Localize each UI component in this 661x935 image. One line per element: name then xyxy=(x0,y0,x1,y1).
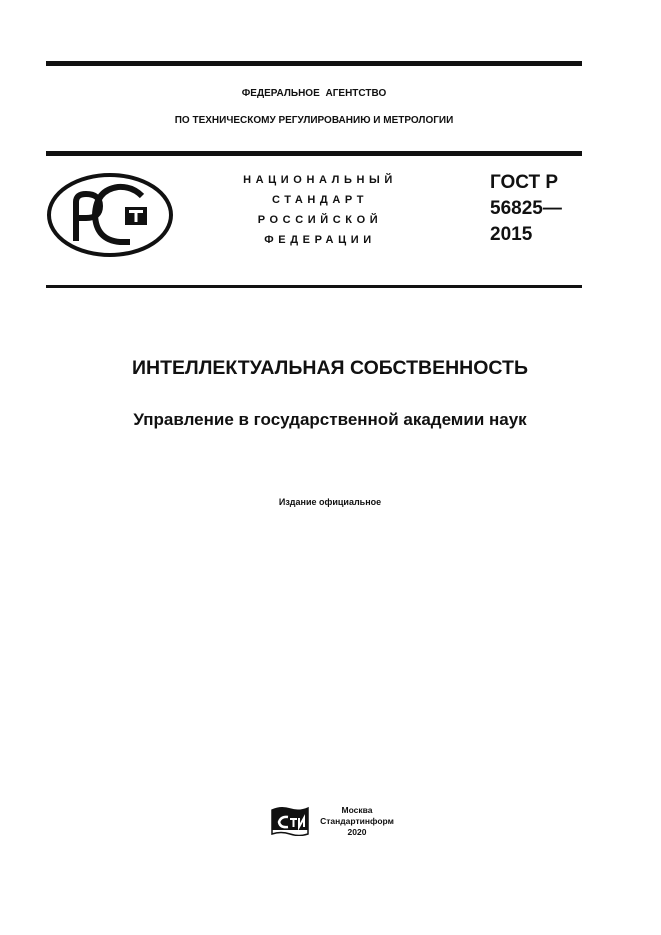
national-standard-line: РОССИЙСКОЙ xyxy=(257,214,383,226)
designation-line: 2015 xyxy=(490,224,533,245)
document-subtitle: Управление в государственной академии наук xyxy=(133,410,527,429)
national-standard-line: СТАНДАРТ xyxy=(271,194,369,206)
standard-designation xyxy=(490,170,562,248)
standard-block-top-rule xyxy=(46,151,582,156)
publisher-name: Стандартинформ xyxy=(320,816,394,826)
edition-label: Издание официальное xyxy=(278,497,382,507)
standartinform-logo-icon xyxy=(271,806,309,836)
top-rule xyxy=(46,61,582,66)
national-standard-line: НАЦИОНАЛЬНЫЙ xyxy=(243,174,397,186)
document-title: ИНТЕЛЛЕКТУАЛЬНАЯ СОБСТВЕННОСТЬ xyxy=(132,357,528,379)
publication-year: 2020 xyxy=(347,827,367,837)
standard-block-bottom-rule xyxy=(46,285,582,288)
national-standard-line: ФЕДЕРАЦИИ xyxy=(264,234,376,246)
designation-line: 56825— xyxy=(490,198,562,219)
agency-line-1: ФЕДЕРАЛЬНОЕ АГЕНТСТВО xyxy=(241,88,387,99)
agency-line-2: ПО ТЕХНИЧЕСКОМУ РЕГУЛИРОВАНИЮ И МЕТРОЛОГИИ xyxy=(174,115,454,126)
designation-line: ГОСТ Р xyxy=(490,172,559,193)
national-standard-label xyxy=(230,170,410,250)
publisher-imprint xyxy=(312,805,402,838)
gost-r-logo-icon xyxy=(46,172,174,258)
publisher-city: Москва xyxy=(341,805,373,815)
